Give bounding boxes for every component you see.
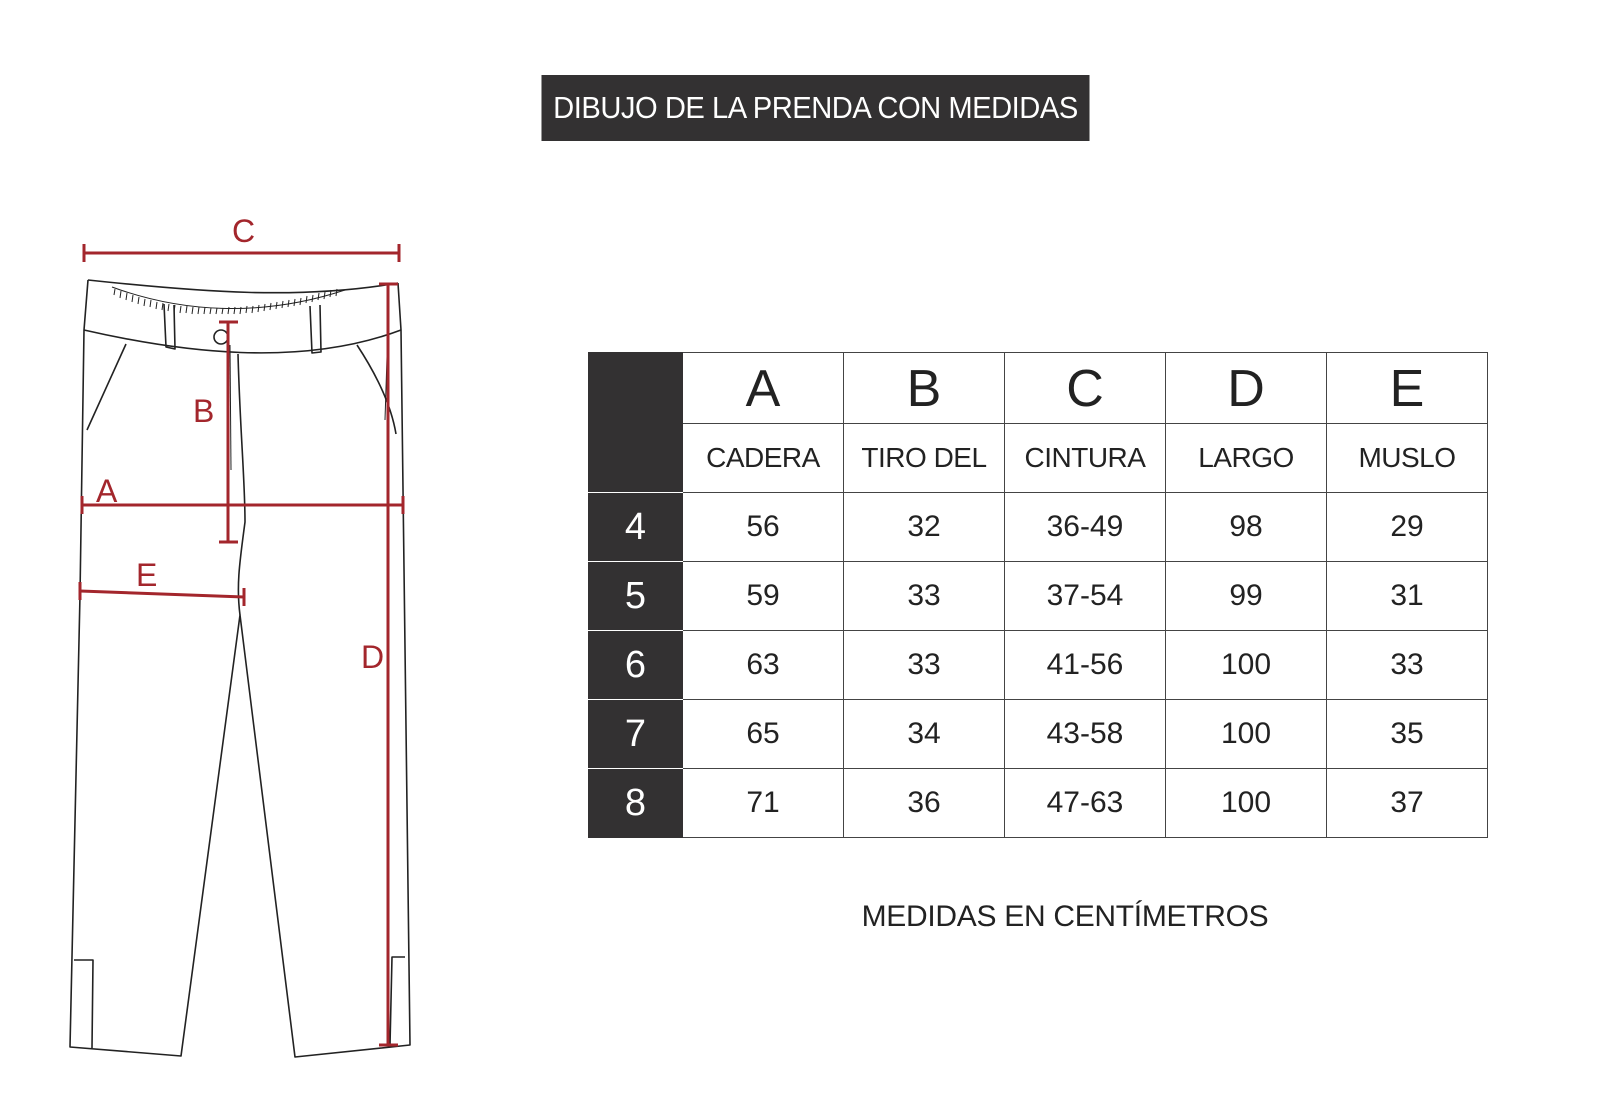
- table-cell: 32: [844, 493, 1005, 562]
- table-cell: 33: [844, 631, 1005, 700]
- table-cell: 63: [683, 631, 844, 700]
- table-cell: 98: [1166, 493, 1327, 562]
- table-cell: 36-49: [1005, 493, 1166, 562]
- size-label: 7: [589, 700, 683, 769]
- table-cell: 71: [683, 769, 844, 838]
- dimension-label-c: C: [232, 213, 256, 249]
- table-cell: 41-56: [1005, 631, 1166, 700]
- table-cell: 43-58: [1005, 700, 1166, 769]
- column-letter: E: [1327, 353, 1488, 424]
- column-name: CADERA: [683, 424, 844, 493]
- dimension-label-a: A: [96, 473, 118, 509]
- size-label: 8: [589, 769, 683, 838]
- table-cell: 33: [844, 562, 1005, 631]
- table-cell: 100: [1166, 700, 1327, 769]
- table-row: [589, 700, 1488, 769]
- size-label: 5: [589, 562, 683, 631]
- column-name: TIRO DEL: [844, 424, 1005, 493]
- dimension-label-b: B: [193, 393, 215, 429]
- table-cell: 65: [683, 700, 844, 769]
- column-name: LARGO: [1166, 424, 1327, 493]
- table-row: [589, 493, 1488, 562]
- table-cell: 59: [683, 562, 844, 631]
- column-letter: C: [1005, 353, 1166, 424]
- measurement-lines: [80, 244, 403, 1045]
- table-cell: 47-63: [1005, 769, 1166, 838]
- table-corner: [589, 353, 683, 493]
- table-row: [589, 631, 1488, 700]
- column-name: MUSLO: [1327, 424, 1488, 493]
- table-cell: 31: [1327, 562, 1488, 631]
- table-cell: 99: [1166, 562, 1327, 631]
- table-cell: 33: [1327, 631, 1488, 700]
- table-header-names: [589, 424, 1488, 493]
- page-title: DIBUJO DE LA PRENDA CON MEDIDAS: [541, 75, 1089, 141]
- table-cell: 35: [1327, 700, 1488, 769]
- units-note: MEDIDAS EN CENTÍMETROS: [861, 900, 1269, 933]
- size-chart-table: [588, 352, 1488, 838]
- table-row: [589, 769, 1488, 838]
- table-cell: 100: [1166, 631, 1327, 700]
- table-cell: 29: [1327, 493, 1488, 562]
- table-cell: 56: [683, 493, 844, 562]
- table-cell: 36: [844, 769, 1005, 838]
- table-cell: 37: [1327, 769, 1488, 838]
- table-row: [589, 562, 1488, 631]
- size-label: 4: [589, 493, 683, 562]
- column-letter: D: [1166, 353, 1327, 424]
- table-cell: 34: [844, 700, 1005, 769]
- column-letter: B: [844, 353, 1005, 424]
- dimension-label-e: E: [136, 557, 158, 593]
- table-header-letters: [589, 353, 1488, 424]
- column-letter: A: [683, 353, 844, 424]
- table-cell: 100: [1166, 769, 1327, 838]
- column-name: CINTURA: [1005, 424, 1166, 493]
- table-cell: 37-54: [1005, 562, 1166, 631]
- dimension-label-d: D: [361, 639, 385, 675]
- pants-outline: [70, 280, 410, 1057]
- size-label: 6: [589, 631, 683, 700]
- pants-technical-drawing: [0, 0, 560, 1120]
